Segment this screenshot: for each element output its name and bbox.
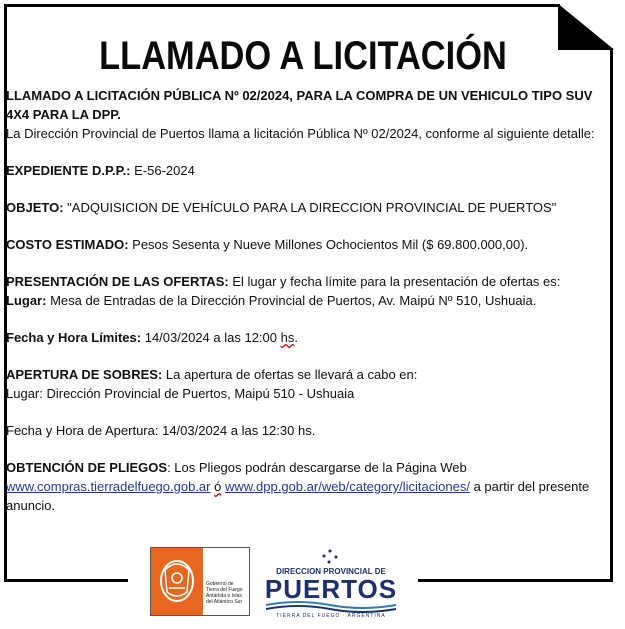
frame-top-border: [4, 4, 560, 7]
fecha-limite-unit: hs: [280, 330, 295, 345]
seal-icon: [151, 548, 203, 615]
waves-icon: [262, 601, 400, 613]
gobierno-line: del Atlántico Sur: [206, 599, 243, 605]
dpp-link[interactable]: www.dpp.gob.ar/web/category/licitaciones/: [224, 479, 470, 494]
gobierno-emblem: [151, 548, 203, 615]
fecha-limite-value: 14/03/2024 a las 12:00: [141, 330, 281, 345]
fecha-limite-line: [6, 328, 600, 347]
fecha-limite-end: .: [294, 330, 298, 345]
frame-right-border: [610, 48, 613, 582]
lugar-value: Mesa de Entradas de la Dirección Provincial de Puertos, Av. Maipú Nº 510, Ushuaia.: [46, 293, 537, 308]
dpp-logo: [262, 547, 400, 619]
fecha-limite-label: Fecha y Hora Límites:: [6, 330, 142, 345]
page-title: LLAMADO A LICITACIÓN: [99, 34, 507, 78]
compras-link[interactable]: www.compras.tierradelfuego.gob.ar: [6, 479, 211, 494]
costo-line: [6, 235, 600, 254]
expediente-line: [6, 161, 600, 180]
presentacion-line: [6, 272, 600, 291]
presentacion-label: PRESENTACIÓN DE LAS OFERTAS:: [6, 274, 229, 289]
lugar-label: Lugar:: [6, 293, 47, 308]
dpp-logo-line2: PUERTOS: [264, 574, 398, 604]
logos-row: [150, 547, 400, 617]
apertura-line: [6, 365, 600, 384]
apertura-label: APERTURA DE SOBRES:: [6, 367, 163, 382]
dpp-logo-line1: DIRECCION PROVINCIAL DE: [276, 567, 386, 576]
intro-text: La Dirección Provincial de Puertos llama a licitación Pública Nº 02/2024, conforme al siguiente detalle:: [6, 126, 595, 141]
gobierno-text: [206, 581, 243, 605]
gobierno-line: Tierra del Fuego: [206, 587, 243, 593]
tender-heading: LLAMADO A LICITACIÓN PÚBLICA Nº 02/2024, PARA LA COMPRA DE UN VEHICULO TIPO SUV 4X4 PARA LA DPP.: [6, 88, 593, 122]
expediente-value: E-56-2024: [130, 163, 195, 178]
expediente-label: EXPEDIENTE D.P.P.:: [6, 163, 131, 178]
frame-bottom-border: [418, 579, 613, 582]
presentacion-value: El lugar y fecha límite para la presentación de ofertas es:: [228, 274, 561, 289]
gobierno-logo: [150, 547, 250, 616]
apertura-lugar: Lugar: Dirección Provincial de Puertos, Maipú 510 - Ushuaia: [6, 386, 355, 401]
gobierno-line: Gobierno de: [206, 581, 234, 587]
apertura-value: La apertura de ofertas se llevará a cabo en:: [162, 367, 418, 382]
objeto-value: "ADQUISICION DE VEHÍCULO PARA LA DIRECCION PROVINCIAL DE PUERTOS": [63, 200, 557, 215]
pliegos-links: [6, 477, 600, 515]
stars-icon: [262, 547, 400, 567]
dpp-logo-line3: TIERRA DEL FUEGO · ARGENTINA: [276, 613, 386, 619]
lugar-line: [6, 291, 600, 310]
or-text: ó: [214, 479, 222, 494]
document-body: [6, 30, 600, 515]
frame-bottom-border: [4, 579, 128, 582]
apertura-fecha: Fecha y Hora de Apertura: 14/03/2024 a las 12:30 hs.: [6, 423, 316, 438]
costo-value: Pesos Sesenta y Nueve Millones Ochocientos Mil ($ 69.800.000,00).: [128, 237, 529, 252]
gobierno-line: Antártida e Islas: [206, 593, 242, 599]
costo-label: COSTO ESTIMADO:: [6, 237, 129, 252]
objeto-line: [6, 198, 600, 217]
objeto-label: OBJETO:: [6, 200, 64, 215]
pliegos-value: : Los Pliegos podrán descargarse de la Página Web: [167, 460, 467, 475]
pliegos-line: [6, 458, 600, 477]
pliegos-label: OBTENCIÓN DE PLIEGOS: [6, 460, 168, 475]
pliegos-tail: a partir del presente anuncio.: [6, 479, 590, 513]
